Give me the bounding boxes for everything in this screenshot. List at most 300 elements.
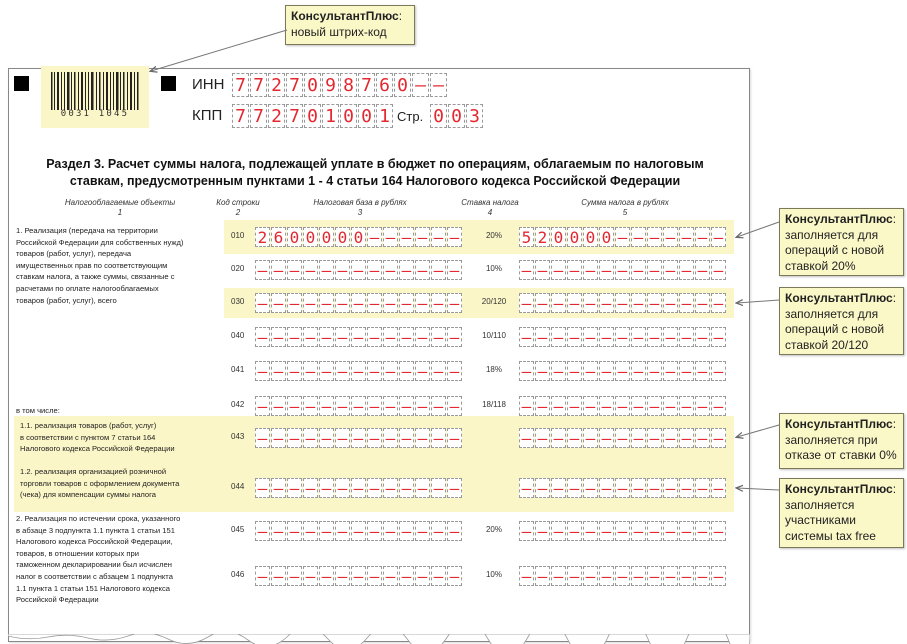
tax-amount-cell: –	[711, 521, 726, 541]
tax-amount-cell: –	[567, 293, 582, 313]
tax-amount-cell: –	[567, 260, 582, 280]
tax-base-cell: –	[383, 478, 398, 498]
tax-amount-cell: –	[663, 293, 678, 313]
tax-base-cell: –	[351, 521, 366, 541]
arrow-tax-free	[737, 488, 779, 490]
tax-amount-cell: –	[615, 478, 630, 498]
tax-amount-cell: –	[535, 478, 550, 498]
tax-base-cell: –	[431, 396, 446, 416]
tax-base-cell: –	[367, 327, 382, 347]
tax-base-cell: –	[415, 327, 430, 347]
tax-base-cell: –	[383, 293, 398, 313]
tax-amount-cell: –	[583, 327, 598, 347]
tax-base-cell: 6	[271, 227, 286, 247]
tax-base-cell: –	[271, 521, 286, 541]
tax-base-cell: –	[399, 361, 414, 381]
tax-amount-cell: –	[695, 478, 710, 498]
tax-amount-cell: –	[535, 260, 550, 280]
tax-base-cell: –	[271, 260, 286, 280]
tax-amount-cell: 0	[551, 227, 566, 247]
inn-cell: 2	[268, 73, 285, 97]
desc-line-1-2: 1.2. реализация организацией розничной торговли товаров с оформлением документа (чека) для компенсации суммы налога	[20, 467, 180, 500]
tax-amount-cell: –	[535, 327, 550, 347]
tax-base-cell: –	[447, 327, 462, 347]
tax-rate: 20%	[485, 525, 502, 534]
tax-base-cell: –	[351, 260, 366, 280]
inn-cell: 7	[286, 73, 303, 97]
tax-base-cell: –	[447, 293, 462, 313]
tax-amount-cell: –	[647, 396, 662, 416]
tax-amount-cell: –	[647, 361, 662, 381]
section-title-line1: Раздел 3. Расчет суммы налога, подлежащей уплате в бюджет по операциям, облагаемым по налоговым	[46, 157, 704, 171]
tax-base-cell: –	[431, 361, 446, 381]
tax-base-cell: –	[335, 327, 350, 347]
tax-base-cell: –	[335, 396, 350, 416]
tax-amount-cell: –	[631, 260, 646, 280]
tax-amount-cell: –	[663, 566, 678, 586]
tax-amount-cell: –	[615, 521, 630, 541]
page-cell: 3	[466, 104, 483, 128]
tax-base-cell: –	[271, 361, 286, 381]
tax-amount-cell: –	[695, 260, 710, 280]
tax-amount-cell: –	[567, 361, 582, 381]
note-barcode: КонсультантПлюс: новый штрих-код	[285, 5, 415, 45]
tax-base-cell: –	[351, 361, 366, 381]
tax-amount-cell: –	[711, 396, 726, 416]
tax-base-cell: –	[335, 293, 350, 313]
tax-base-cell: –	[335, 478, 350, 498]
tax-base-cell: –	[367, 428, 382, 448]
tax-amount-cell: –	[679, 327, 694, 347]
tax-base-cell: –	[271, 428, 286, 448]
tax-amount-cell: –	[599, 293, 614, 313]
tax-base-cell: –	[319, 396, 334, 416]
tax-amount-cell: –	[615, 361, 630, 381]
tax-amount-cell: –	[695, 428, 710, 448]
tax-amount-cell: –	[631, 521, 646, 541]
row-code: 041	[231, 365, 245, 374]
tax-rate: 18%	[485, 365, 502, 374]
tax-base-cell: –	[447, 260, 462, 280]
kpp-cell: 2	[268, 104, 285, 128]
tax-amount-cell: –	[599, 566, 614, 586]
tax-amount-cell: –	[583, 293, 598, 313]
tax-amount-cell: –	[695, 361, 710, 381]
tax-amount-cell: –	[631, 227, 646, 247]
tax-amount-cell: –	[711, 361, 726, 381]
tax-base-cell: –	[383, 566, 398, 586]
tax-base-cell: –	[303, 521, 318, 541]
tax-base-cell: –	[447, 227, 462, 247]
tax-amount-cell: –	[551, 327, 566, 347]
tax-base-cell: –	[303, 396, 318, 416]
tax-base-cell: 0	[335, 227, 350, 247]
tax-base-cell: –	[351, 478, 366, 498]
kpp-cell: 0	[340, 104, 357, 128]
desc-including: в том числе:	[16, 406, 60, 415]
tax-base-cell: –	[287, 293, 302, 313]
tax-base-cell: –	[367, 521, 382, 541]
tax-amount-cell: –	[599, 327, 614, 347]
tax-base-cell: –	[415, 293, 430, 313]
tax-base-cell: –	[287, 260, 302, 280]
tax-base-cell: –	[367, 478, 382, 498]
tax-amount-cell: –	[647, 428, 662, 448]
tax-base-cell: –	[303, 566, 318, 586]
tax-base-cell: 0	[351, 227, 366, 247]
row-code: 040	[231, 331, 245, 340]
tax-amount-cell: –	[583, 521, 598, 541]
tax-base-cell: –	[351, 566, 366, 586]
tax-base-cell: –	[367, 260, 382, 280]
tax-base-cell: 0	[303, 227, 318, 247]
tax-base-cell: –	[255, 293, 270, 313]
tax-amount-cell: –	[679, 428, 694, 448]
tax-base-cell: –	[415, 521, 430, 541]
tax-amount-cell: –	[631, 327, 646, 347]
tax-base-cell: –	[319, 361, 334, 381]
tax-base-cell: –	[335, 260, 350, 280]
tax-amount-cell: –	[631, 293, 646, 313]
tax-amount-cell: –	[519, 293, 534, 313]
tax-amount-cell: –	[551, 396, 566, 416]
tax-base-cell: –	[399, 293, 414, 313]
tax-base-cell: –	[415, 478, 430, 498]
tax-base-cell: –	[415, 361, 430, 381]
tax-amount-cell: –	[567, 478, 582, 498]
tax-amount-cell: –	[551, 260, 566, 280]
inn-cell: 7	[232, 73, 249, 97]
tax-base-cell: –	[383, 327, 398, 347]
tax-base-cell: –	[303, 260, 318, 280]
row-code: 045	[231, 525, 245, 534]
tax-amount-cell: –	[647, 293, 662, 313]
inn-cell: 7	[358, 73, 375, 97]
tax-base-cell: –	[287, 396, 302, 416]
tax-base-cell: –	[383, 227, 398, 247]
tax-amount-cell: –	[647, 260, 662, 280]
tax-base-cell: –	[319, 478, 334, 498]
page-number-label: Стр.	[397, 109, 424, 124]
tax-base-cell: –	[303, 478, 318, 498]
tax-amount-cell: –	[519, 566, 534, 586]
tax-amount-cell: –	[711, 428, 726, 448]
tax-base-cell: –	[431, 428, 446, 448]
tax-amount-cell: –	[583, 260, 598, 280]
tax-base-cell: –	[367, 396, 382, 416]
tax-base-cell: –	[399, 227, 414, 247]
tax-amount-cell: –	[567, 521, 582, 541]
kpp-cell: 7	[286, 104, 303, 128]
tax-amount-cell: –	[663, 260, 678, 280]
row-code: 042	[231, 400, 245, 409]
tax-amount-cell: –	[583, 396, 598, 416]
tax-base-cell: –	[255, 566, 270, 586]
tax-base-cell: –	[431, 227, 446, 247]
tax-amount-cell: –	[615, 396, 630, 416]
column-header-base: Налоговая база в рублях 3	[313, 198, 407, 217]
tax-amount-cell: –	[535, 293, 550, 313]
tax-amount-cell: –	[567, 566, 582, 586]
tax-amount-cell: –	[567, 396, 582, 416]
tax-base-cell: –	[399, 428, 414, 448]
tax-base-cell: –	[383, 361, 398, 381]
tax-amount-cell: –	[663, 428, 678, 448]
tax-base-cell: –	[287, 327, 302, 347]
arrow-barcode	[151, 30, 287, 71]
tax-base-cell: –	[383, 396, 398, 416]
tax-amount-cell: –	[583, 566, 598, 586]
tax-amount-cell: 0	[583, 227, 598, 247]
tax-base-cell: –	[303, 361, 318, 381]
inn-cell: 0	[394, 73, 411, 97]
tax-amount-cell: –	[663, 478, 678, 498]
tax-amount-cell: –	[519, 521, 534, 541]
tax-amount-cell: –	[583, 428, 598, 448]
tax-base-cell: –	[335, 566, 350, 586]
kpp-cell: 0	[358, 104, 375, 128]
tax-amount-cell: –	[679, 260, 694, 280]
tax-base-cell: –	[303, 293, 318, 313]
tax-base-cell: –	[335, 361, 350, 381]
tax-base-cell: –	[255, 327, 270, 347]
tax-amount-cell: –	[535, 521, 550, 541]
tax-amount-cell: –	[647, 227, 662, 247]
tax-amount-cell: –	[679, 478, 694, 498]
kpp-cell: 1	[322, 104, 339, 128]
tax-base-cell: –	[399, 327, 414, 347]
tax-base-cell: –	[367, 566, 382, 586]
tax-base-cell: –	[367, 227, 382, 247]
row-code: 043	[231, 432, 245, 441]
tax-rate: 10%	[485, 570, 502, 579]
tax-amount-cell: –	[599, 361, 614, 381]
tax-amount-cell: –	[599, 521, 614, 541]
tax-rate: 20%	[485, 231, 502, 240]
tax-base-cell: –	[303, 428, 318, 448]
tax-amount-cell: –	[519, 428, 534, 448]
row-code: 046	[231, 570, 245, 579]
tax-amount-cell: –	[583, 478, 598, 498]
inn-cell: 9	[322, 73, 339, 97]
tax-amount-cell: –	[551, 293, 566, 313]
tax-amount-cell: –	[519, 361, 534, 381]
tax-amount-cell: –	[663, 227, 678, 247]
tax-base-cell: –	[287, 566, 302, 586]
tax-rate: 18/118	[482, 400, 506, 409]
column-header-tax: Сумма налога в рублях 5	[581, 198, 669, 217]
tax-base-cell: –	[351, 293, 366, 313]
tax-amount-cell: –	[519, 327, 534, 347]
tax-amount-cell: –	[551, 521, 566, 541]
kpp-cell: 1	[376, 104, 393, 128]
tax-amount-cell: –	[631, 361, 646, 381]
note-tax-free: КонсультантПлюс: заполняется участниками системы tax free	[779, 478, 904, 548]
tax-rate: 10/110	[482, 331, 506, 340]
tax-base-cell: –	[255, 260, 270, 280]
tax-base-cell: –	[415, 396, 430, 416]
tax-base-cell: –	[271, 478, 286, 498]
tax-base-cell: –	[319, 327, 334, 347]
tax-amount-cell: –	[583, 361, 598, 381]
tax-amount-cell: –	[551, 566, 566, 586]
desc-line-1-1: 1.1. реализация товаров (работ, услуг) в соответствии с пунктом 7 статьи 164 Налогового кодекса Российской Федерации	[20, 421, 175, 454]
column-header-objects: Налогооблагаемые объекты 1	[64, 198, 176, 217]
tax-base-cell: –	[447, 566, 462, 586]
inn-cell: –	[412, 73, 429, 97]
column-header-rate: Ставка налога 4	[461, 198, 519, 217]
tax-amount-cell: –	[647, 566, 662, 586]
tax-base-cell: –	[383, 428, 398, 448]
tax-base-cell: –	[415, 227, 430, 247]
tax-base-cell: –	[287, 521, 302, 541]
tax-amount-cell: –	[615, 566, 630, 586]
tax-base-cell: –	[367, 361, 382, 381]
tax-amount-cell: –	[711, 293, 726, 313]
tax-base-cell: –	[351, 396, 366, 416]
tax-amount-cell: –	[535, 428, 550, 448]
tax-base-cell: –	[431, 478, 446, 498]
tax-amount-cell: –	[551, 361, 566, 381]
tax-amount-cell: –	[663, 396, 678, 416]
tax-amount-cell: 2	[535, 227, 550, 247]
tax-base-cell: –	[447, 428, 462, 448]
tax-base-cell: –	[431, 521, 446, 541]
note-refusal-0: КонсультантПлюс: заполняется при отказе от ставки 0%	[779, 413, 904, 469]
row-code: 020	[231, 264, 245, 273]
tax-amount-cell: –	[615, 327, 630, 347]
tax-base-cell: –	[303, 327, 318, 347]
tax-base-cell: –	[255, 521, 270, 541]
tax-base-cell: –	[447, 521, 462, 541]
tax-amount-cell: –	[711, 566, 726, 586]
tax-base-cell: –	[399, 260, 414, 280]
tax-base-cell: –	[335, 428, 350, 448]
kpp-cell: 7	[232, 104, 249, 128]
tax-base-cell: –	[399, 396, 414, 416]
section-title-line2: ставкам, предусмотренным пунктами 1 - 4 статьи 164 Налогового кодекса Российской Федерации	[69, 174, 681, 188]
tax-amount-cell: –	[679, 227, 694, 247]
tax-amount-cell: –	[711, 260, 726, 280]
tax-base-cell: –	[383, 260, 398, 280]
note-rate-20-120: КонсультантПлюс: заполняется для операций с новой ставкой 20/120	[779, 287, 904, 355]
tax-amount-cell: –	[599, 478, 614, 498]
tax-amount-cell: –	[695, 227, 710, 247]
desc-line-2: 2. Реализация по истечении срока, указанного в абзаце 3 подпункта 1.1 пункта 1 статьи 151 Налогового кодекса Российской Федерации, товаров, в отношении которых при таможенном декларировании был исчислен налог в соответствии с абзацем 1 подпункта 1.1 пункта 1 статьи 151 Налогового кодекса Российской Федерации	[16, 514, 181, 605]
barcode-number: 0031 1045	[60, 109, 130, 119]
inn-cell: –	[430, 73, 447, 97]
tax-base-cell: –	[255, 396, 270, 416]
desc-line-1: 1. Реализация (передача на территории Российской Федерации для собственных нужд) товаров (работ, услуг), передача имущественных прав по соответствующим ставкам налога, а также суммы, связанные с расчетами по оплате налогооблагаемых товаров (работ, услуг), всего	[16, 226, 184, 305]
tax-base-cell: –	[287, 361, 302, 381]
tax-amount-cell: –	[615, 260, 630, 280]
arrow-rate-20-120	[737, 300, 779, 303]
row-code: 044	[231, 482, 245, 491]
tax-amount-cell: –	[631, 428, 646, 448]
tax-amount-cell: –	[647, 478, 662, 498]
tax-amount-cell: –	[695, 521, 710, 541]
tax-amount-cell: –	[663, 361, 678, 381]
tax-amount-cell: –	[599, 260, 614, 280]
inn-cell: 8	[340, 73, 357, 97]
note-rate-20: КонсультантПлюс: заполняется для операций с новой ставкой 20%	[779, 208, 904, 276]
page-cell: 0	[430, 104, 447, 128]
tax-amount-cell: –	[519, 478, 534, 498]
row-code: 010	[231, 231, 245, 240]
tax-base-cell: –	[271, 396, 286, 416]
tax-amount-cell: –	[695, 327, 710, 347]
inn-cell: 7	[250, 73, 267, 97]
tax-amount-cell: 0	[567, 227, 582, 247]
tax-base-cell: –	[319, 293, 334, 313]
tax-amount-cell: –	[695, 293, 710, 313]
tax-amount-cell: –	[599, 428, 614, 448]
tax-base-cell: –	[319, 260, 334, 280]
tax-amount-cell: –	[711, 478, 726, 498]
tax-amount-cell: –	[519, 396, 534, 416]
tax-amount-cell: 0	[599, 227, 614, 247]
tax-base-cell: –	[271, 566, 286, 586]
kpp-cell: 0	[304, 104, 321, 128]
tax-amount-cell: –	[679, 396, 694, 416]
tax-base-cell: 0	[287, 227, 302, 247]
tax-base-cell: –	[319, 566, 334, 586]
tax-base-cell: –	[255, 361, 270, 381]
tax-base-cell: –	[447, 478, 462, 498]
inn-cell: 0	[304, 73, 321, 97]
tax-base-cell: –	[447, 396, 462, 416]
tax-amount-cell: –	[631, 478, 646, 498]
tax-base-cell: –	[415, 428, 430, 448]
tax-amount-cell: –	[631, 566, 646, 586]
tax-amount-cell: –	[663, 521, 678, 541]
tax-base-cell: –	[351, 428, 366, 448]
tax-amount-cell: –	[647, 521, 662, 541]
kpp-label: КПП	[192, 107, 223, 124]
tax-base-cell: –	[431, 293, 446, 313]
tax-base-cell: –	[335, 521, 350, 541]
page-cell: 0	[448, 104, 465, 128]
tax-base-cell: –	[367, 293, 382, 313]
tax-base-cell: –	[431, 566, 446, 586]
tax-base-cell: –	[271, 293, 286, 313]
tax-amount-cell: –	[647, 327, 662, 347]
tax-rate: 20/120	[481, 297, 507, 306]
tax-base-cell: –	[383, 521, 398, 541]
tax-amount-cell: –	[551, 478, 566, 498]
tax-amount-cell: –	[551, 428, 566, 448]
tax-base-cell: –	[287, 428, 302, 448]
tax-amount-cell: –	[663, 327, 678, 347]
inn-label: ИНН	[192, 76, 225, 93]
tax-base-cell: –	[287, 478, 302, 498]
tax-amount-cell: –	[679, 361, 694, 381]
tax-amount-cell: –	[679, 521, 694, 541]
tax-base-cell: –	[255, 478, 270, 498]
inn-cell: 6	[376, 73, 393, 97]
tax-amount-cell: –	[631, 396, 646, 416]
tax-base-cell: 2	[255, 227, 270, 247]
tax-amount-cell: –	[519, 260, 534, 280]
tax-amount-cell: –	[567, 428, 582, 448]
tax-base-cell: –	[351, 327, 366, 347]
tax-amount-cell: –	[615, 293, 630, 313]
tax-amount-cell: –	[711, 327, 726, 347]
tax-amount-cell: –	[695, 396, 710, 416]
tax-base-cell: –	[431, 327, 446, 347]
tax-base-cell: 0	[319, 227, 334, 247]
tax-base-cell: –	[415, 566, 430, 586]
